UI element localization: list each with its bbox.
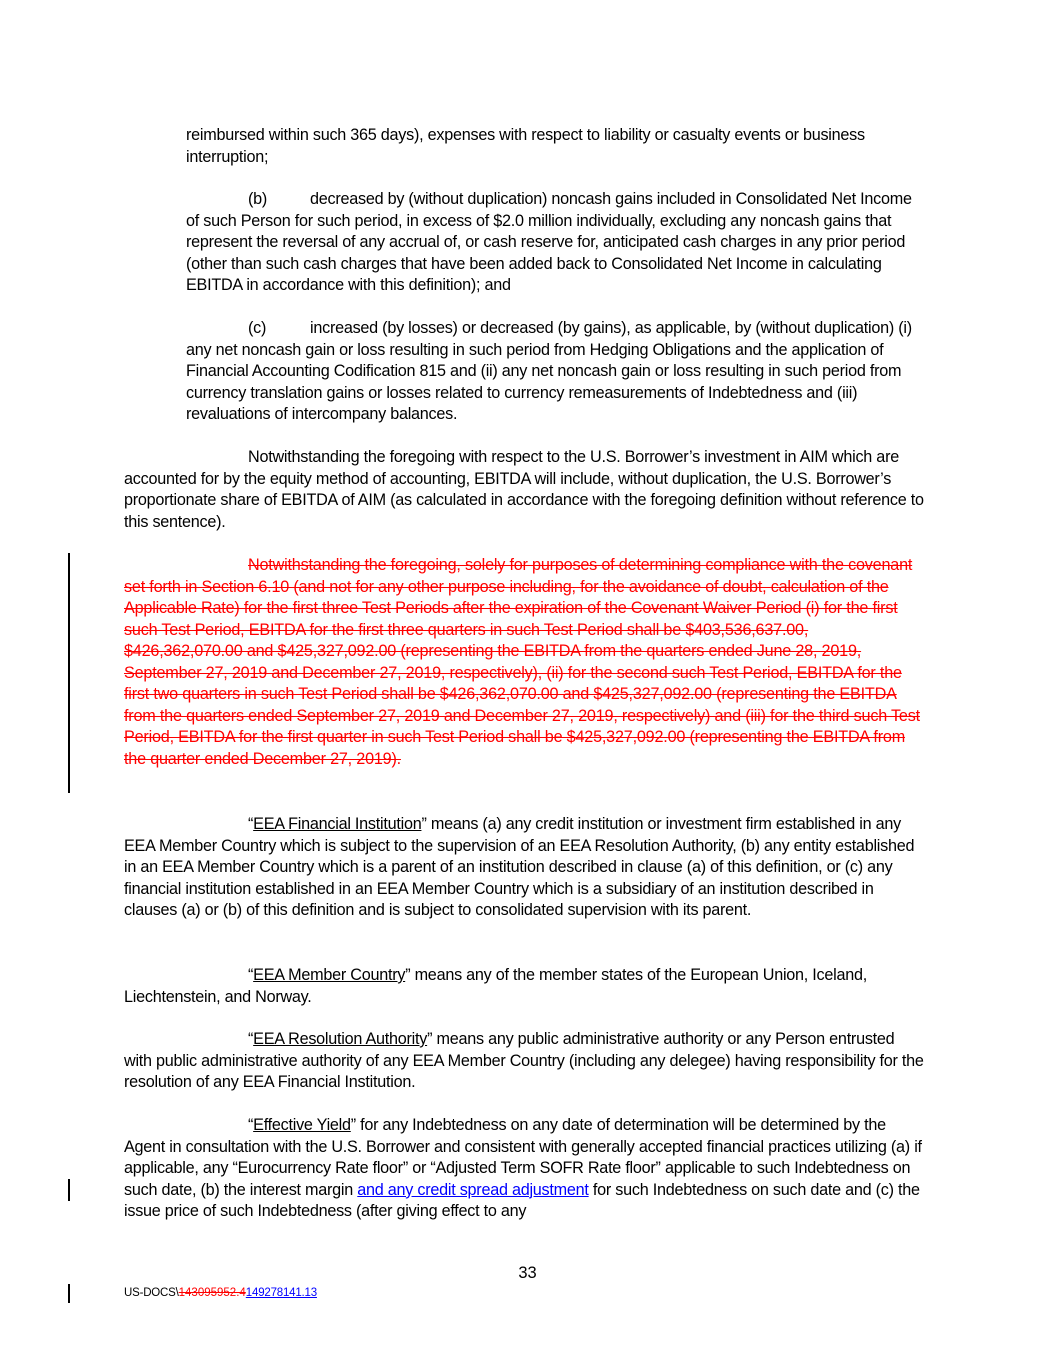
- definition-text: means any public administrative authority or any Person entrusted with public administrative authority of any EEA Member Country (including any delegee) having responsibility for the resolution of any EEA Financial Institution.: [124, 1030, 924, 1091]
- clause-b-label: (b): [248, 190, 268, 208]
- deleted-text: Notwithstanding the foregoing, solely for purposes of determining compliance with the covenant set forth in Section 6.10 (and not for any other purpose including, for the avoidance of doubt, calculation of the Applicable Rate) for the first three Test Periods after the expiration of the Covenant Waiver Period (i) for the first such Test Period, EBITDA for the first three quarters in such Test Period shall be $403,536,637.00, $426,362,070.00 and $425,327,092.00 (representing the EBITDA from the quarters ended June 28, 2019, September 27, 2019 and December 27, 2019, respectively), (ii) for the second such Test Period, EBITDA for the first two quarters in such Test Period shall be $426,362,070.00 and $425,327,092.00 (representing the EBITDA from the quarters ended September 27, 2019 and December 27, 2019, respectively) and (iii) for the third such Test Period, EBITDA for the first quarter in such Test Period shall be $425,327,092.00 (representing the EBITDA from the quarter ended December 27, 2019).: [124, 556, 920, 768]
- definition-body: [124, 815, 914, 919]
- clause-c-label: (c): [248, 319, 267, 337]
- paragraph-text: reimbursed within such 365 days), expenses with respect to liability or casualty events or business interruption;: [186, 126, 865, 166]
- page-number: 33: [518, 1264, 537, 1282]
- definition-body: [124, 966, 867, 1006]
- definition-text-continued: for such Indebtedness on such date and (c) the issue price of such Indebtedness (after giving effect to any: [124, 1180, 920, 1220]
- inserted-text: and any credit spread adjustment: [357, 1180, 589, 1199]
- footer-prefix: US-DOCS\: [124, 1287, 179, 1299]
- change-bar: [68, 553, 70, 793]
- paragraph-continuation: [186, 125, 926, 168]
- deleted-paragraph: [124, 555, 924, 770]
- defined-term: EEA Resolution Authority: [253, 1030, 428, 1048]
- footer-inserted-id: 149278141.13: [245, 1287, 317, 1299]
- close-quote: ”: [350, 1116, 356, 1134]
- clause-c-body: [186, 319, 912, 423]
- clause-b-body: [186, 190, 912, 294]
- change-bar: [68, 1179, 70, 1201]
- document-footer: [124, 1287, 317, 1299]
- close-quote: ”: [421, 815, 427, 833]
- definition-text: means (a) any credit institution or investment firm established in any EEA Member Country which is subject to the supervision of an EEA Resolution Authority, (b) any entity established in an EEA Member Country which is a parent of an institution described in clause (a) of this definition, or (c) any financial institution established in an EEA Member Country which is a subsidiary of an institution described in clauses (a) or (b) of this definition and is subject to consolidated supervision with its parent.: [124, 815, 915, 919]
- defined-term: EEA Financial Institution: [253, 815, 422, 833]
- definition-effective-yield: [124, 1115, 929, 1223]
- aim-paragraph: [124, 447, 924, 533]
- clause-c-text: increased (by losses) or decreased (by gains), as applicable, by (without duplication) (i) any net noncash gain or loss resulting in such period from Hedging Obligations and the application of Financial Accounting Codification 815 and (ii) any net noncash gain or loss resulting in such period from currency translation gains or losses related to currency remeasurements of Indebtedness and (iii) revaluations of intercompany balances.: [186, 319, 912, 423]
- definition-eea-financial-institution: [124, 814, 924, 922]
- defined-term: EEA Member Country: [253, 966, 406, 984]
- definition-text: for any Indebtedness on any date of determination will be determined by the Agent in consultation with the U.S. Borrower and consistent with generally accepted financial practices utilizing (a) if applicable, any “Eurocurrency Rate floor” or “Adjusted Term SOFR Rate floor” applicable to such Indebtedness on such date, (b) the interest margin: [124, 1116, 922, 1199]
- clause-b: [186, 189, 926, 297]
- footer-deleted-id: 143095952.4: [178, 1287, 246, 1299]
- clause-c: [186, 318, 926, 426]
- definition-body: [124, 1030, 924, 1091]
- defined-term: Effective Yield: [253, 1116, 351, 1134]
- aim-text: Notwithstanding the foregoing with respect to the U.S. Borrower’s investment in AIM which are accounted for by the equity method of accounting, EBITDA will include, without duplication, the U.S. Borrower’s proportionate share of EBITDA of AIM (as calculated in accordance with the foregoing definition without reference to this sentence).: [124, 448, 924, 531]
- definition-text: means any of the member states of the European Union, Iceland, Liechtenstein, and Norway.: [124, 966, 867, 1006]
- close-quote: ”: [405, 966, 411, 984]
- definition-eea-resolution-authority: [124, 1029, 924, 1094]
- open-quote: “: [248, 1116, 254, 1134]
- open-quote: “: [248, 1030, 254, 1048]
- open-quote: “: [248, 966, 254, 984]
- close-quote: ”: [427, 1030, 433, 1048]
- change-bar: [68, 1284, 70, 1303]
- definition-eea-member-country: [124, 965, 924, 1008]
- open-quote: “: [248, 815, 254, 833]
- clause-b-text: decreased by (without duplication) noncash gains included in Consolidated Net Income of such Person for such period, in excess of $2.0 million individually, excluding any noncash gains that represent the reversal of any accrual of, or cash reserve for, anticipated cash charges in any prior period (other than such cash charges that have been added back to Consolidated Net Income in calculating EBITDA in accordance with this definition); and: [186, 190, 912, 294]
- definition-body: [124, 1116, 922, 1220]
